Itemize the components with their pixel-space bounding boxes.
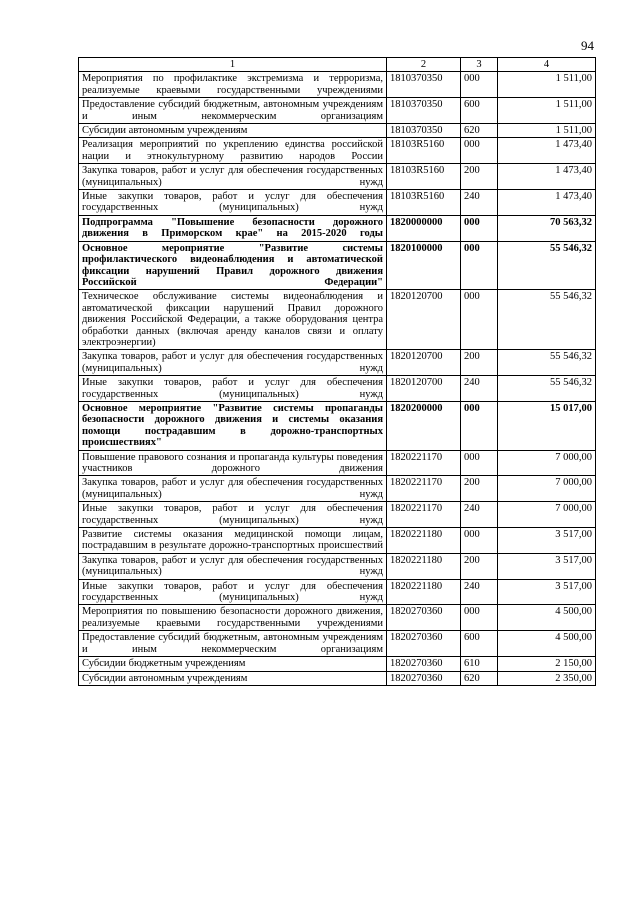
- row-type: 620: [461, 124, 498, 138]
- table-row: [79, 579, 596, 605]
- row-code: 1820120700: [387, 290, 461, 350]
- table-row: [79, 138, 596, 164]
- table-row: [79, 631, 596, 657]
- row-name: Предоставление субсидий бюджетным, автономным учреждениям и иным некоммерческим организациям: [79, 98, 387, 124]
- table-row: [79, 528, 596, 554]
- table-row: [79, 401, 596, 450]
- row-code: 1820270360: [387, 605, 461, 631]
- row-type: 200: [461, 553, 498, 579]
- row-name: Техническое обслуживание системы видеонаблюдения и автоматической фиксации нарушений Правил дорожного движения Российской Федерации, а также оборудования центра обработки данных (включая аренду каналов связи и оплату электроэнергии): [79, 290, 387, 350]
- table-row: [79, 350, 596, 376]
- row-name: Субсидии автономным учреждениям: [79, 671, 387, 685]
- row-code: 1820270360: [387, 657, 461, 671]
- column-header-name: 1: [79, 58, 387, 72]
- row-name: Развитие системы оказания медицинской помощи лицам, пострадавшим в результате дорожно-транспортных происшествий: [79, 528, 387, 554]
- row-name: Иные закупки товаров, работ и услуг для обеспечения государственных (муниципальных) нужд: [79, 376, 387, 402]
- row-name: Основное мероприятие "Развитие системы пропаганды безопасности дорожного движения и системы оказания помощи пострадавшим в дорожно-транспортных происшествиях": [79, 401, 387, 450]
- row-amount: 1 511,00: [498, 98, 596, 124]
- row-amount: 1 473,40: [498, 138, 596, 164]
- row-amount: 1 511,00: [498, 124, 596, 138]
- row-amount: 2 350,00: [498, 671, 596, 685]
- row-name: Закупка товаров, работ и услуг для обеспечения государственных (муниципальных) нужд: [79, 553, 387, 579]
- row-amount: 55 546,32: [498, 350, 596, 376]
- table-row: [79, 605, 596, 631]
- row-code: 18103R5160: [387, 164, 461, 190]
- row-amount: 7 000,00: [498, 450, 596, 476]
- row-type: 620: [461, 671, 498, 685]
- row-code: 1820221180: [387, 528, 461, 554]
- row-code: 1820200000: [387, 401, 461, 450]
- table-row: [79, 553, 596, 579]
- row-name: Субсидии бюджетным учреждениям: [79, 657, 387, 671]
- column-header-code: 2: [387, 58, 461, 72]
- row-code: 1820221170: [387, 502, 461, 528]
- row-name: Иные закупки товаров, работ и услуг для обеспечения государственных (муниципальных) нужд: [79, 579, 387, 605]
- row-code: 1810370350: [387, 72, 461, 98]
- row-code: 1820221180: [387, 553, 461, 579]
- row-code: 1820270360: [387, 671, 461, 685]
- row-amount: 3 517,00: [498, 528, 596, 554]
- row-type: 240: [461, 502, 498, 528]
- row-amount: 55 546,32: [498, 376, 596, 402]
- row-name: Иные закупки товаров, работ и услуг для обеспечения государственных (муниципальных) нужд: [79, 190, 387, 216]
- row-amount: 70 563,32: [498, 215, 596, 241]
- table-row: [79, 671, 596, 685]
- row-code: 1820221180: [387, 579, 461, 605]
- row-type: 200: [461, 164, 498, 190]
- row-name: Субсидии автономным учреждениям: [79, 124, 387, 138]
- row-type: 240: [461, 376, 498, 402]
- row-amount: 3 517,00: [498, 553, 596, 579]
- row-code: 1820270360: [387, 631, 461, 657]
- table-row: [79, 190, 596, 216]
- row-type: 600: [461, 631, 498, 657]
- row-code: 1810370350: [387, 124, 461, 138]
- row-name: Основное мероприятие "Развитие системы профилактического видеонаблюдения и автоматической фиксации нарушений Правил дорожного движения Российской Федерации": [79, 241, 387, 290]
- row-code: 18103R5160: [387, 190, 461, 216]
- row-name: Подпрограмма "Повышение безопасности дорожного движения в Приморском крае" на 2015-2020 годы: [79, 215, 387, 241]
- row-amount: 7 000,00: [498, 476, 596, 502]
- table-row: [79, 72, 596, 98]
- row-code: 1820221170: [387, 450, 461, 476]
- table-row: [79, 215, 596, 241]
- row-name: Мероприятия по повышению безопасности дорожного движения, реализуемые краевыми государственными учреждениями: [79, 605, 387, 631]
- row-amount: 1 511,00: [498, 72, 596, 98]
- row-code: 1820000000: [387, 215, 461, 241]
- row-type: 610: [461, 657, 498, 671]
- row-type: 600: [461, 98, 498, 124]
- row-amount: 4 500,00: [498, 631, 596, 657]
- row-type: 000: [461, 605, 498, 631]
- table-row: [79, 502, 596, 528]
- row-type: 000: [461, 138, 498, 164]
- row-name: Закупка товаров, работ и услуг для обеспечения государственных (муниципальных) нужд: [79, 164, 387, 190]
- row-type: 000: [461, 450, 498, 476]
- row-type: 240: [461, 579, 498, 605]
- row-name: Закупка товаров, работ и услуг для обеспечения государственных (муниципальных) нужд: [79, 350, 387, 376]
- table-header-row: [79, 58, 596, 72]
- row-amount: 55 546,32: [498, 241, 596, 290]
- row-code: 1820120700: [387, 350, 461, 376]
- row-type: 000: [461, 215, 498, 241]
- table-row: [79, 124, 596, 138]
- row-code: 18103R5160: [387, 138, 461, 164]
- table-body: [79, 72, 596, 686]
- row-amount: 2 150,00: [498, 657, 596, 671]
- row-code: 1820100000: [387, 241, 461, 290]
- row-name: Мероприятия по профилактике экстремизма и терроризма, реализуемые краевыми государственными учреждениями: [79, 72, 387, 98]
- row-type: 000: [461, 401, 498, 450]
- row-type: 000: [461, 241, 498, 290]
- row-code: 1820120700: [387, 376, 461, 402]
- row-amount: 4 500,00: [498, 605, 596, 631]
- table-row: [79, 376, 596, 402]
- row-type: 200: [461, 350, 498, 376]
- table-row: [79, 241, 596, 290]
- row-type: 200: [461, 476, 498, 502]
- row-code: 1820221170: [387, 476, 461, 502]
- row-name: Закупка товаров, работ и услуг для обеспечения государственных (муниципальных) нужд: [79, 476, 387, 502]
- table-row: [79, 98, 596, 124]
- row-amount: 3 517,00: [498, 579, 596, 605]
- row-amount: 1 473,40: [498, 190, 596, 216]
- column-header-type: 3: [461, 58, 498, 72]
- row-type: 000: [461, 72, 498, 98]
- table-row: [79, 290, 596, 350]
- budget-table: [78, 57, 596, 686]
- row-code: 1810370350: [387, 98, 461, 124]
- page-number: 94: [581, 38, 594, 53]
- table-row: [79, 657, 596, 671]
- table-row: [79, 476, 596, 502]
- row-name: Повышение правового сознания и пропаганда культуры поведения участников дорожного движения: [79, 450, 387, 476]
- row-type: 000: [461, 528, 498, 554]
- row-amount: 15 017,00: [498, 401, 596, 450]
- column-header-amount: 4: [498, 58, 596, 72]
- row-name: Реализация мероприятий по укреплению единства российской нации и этнокультурному развитию народов России: [79, 138, 387, 164]
- row-name: Иные закупки товаров, работ и услуг для обеспечения государственных (муниципальных) нужд: [79, 502, 387, 528]
- row-amount: 55 546,32: [498, 290, 596, 350]
- row-amount: 1 473,40: [498, 164, 596, 190]
- row-type: 240: [461, 190, 498, 216]
- row-name: Предоставление субсидий бюджетным, автономным учреждениям и иным некоммерческим организациям: [79, 631, 387, 657]
- row-type: 000: [461, 290, 498, 350]
- table-row: [79, 164, 596, 190]
- row-amount: 7 000,00: [498, 502, 596, 528]
- table-row: [79, 450, 596, 476]
